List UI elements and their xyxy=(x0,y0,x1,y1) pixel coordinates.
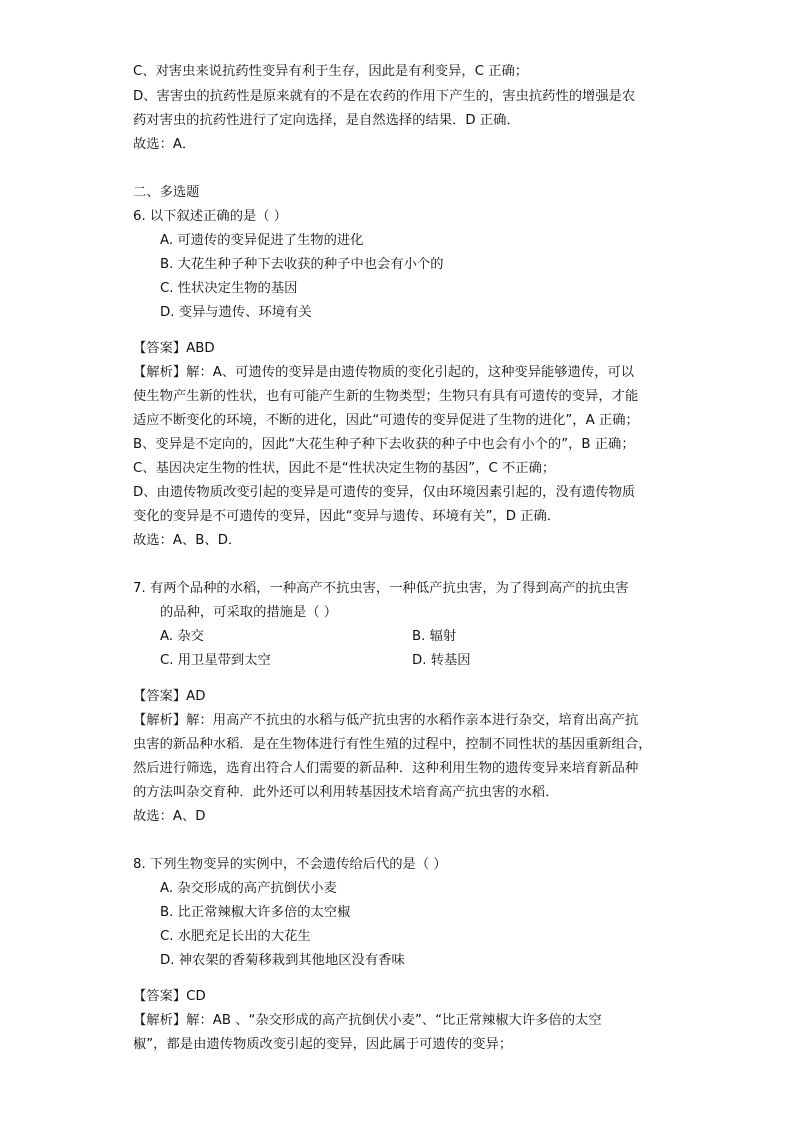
question-6-analysis-line: 【解析】解：A、可遗传的变异是由遗传物质的变化引起的，这种变异能够遗传，可以 xyxy=(133,365,635,380)
question-6-option-d: D. 变异与遗传、环境有关 xyxy=(160,305,312,320)
section-title: 二、多选题 xyxy=(133,185,200,200)
question-7-answer: 【答案】AD xyxy=(133,689,206,704)
question-7-option-c: C. 用卫星带到太空 xyxy=(160,653,271,668)
question-8-option-a: A. 杂交形成的高产抗倒伏小麦 xyxy=(160,881,337,896)
question-6-option-c: C. 性状决定生物的基因 xyxy=(160,281,298,296)
prev-analysis-line-d1: D、害害虫的抗药性是原来就有的不是在农药的作用下产生的，害虫抗药性的增强是农 xyxy=(133,89,636,104)
question-7-analysis-line: 【解析】解：用高产不抗虫的水稻与低产抗虫害的水稻作亲本进行杂交，培育出高产抗 xyxy=(133,713,639,728)
question-7-conclusion: 故选：A、D xyxy=(133,809,206,824)
prev-analysis-line-c: C、对害虫来说抗药性变异有利于生存，因此是有利变异，C 正确； xyxy=(133,64,529,79)
question-7-stem: 7. 有两个品种的水稻，一种高产不抗虫害，一种低产抗虫害，为了得到高产的抗虫害 xyxy=(133,581,629,596)
question-6-conclusion: 故选：A、B、D． xyxy=(133,533,242,548)
question-7-option-b: B. 辐射 xyxy=(412,629,457,644)
question-6-analysis-line: C、基因决定生物的性状，因此不是“性状决定生物的基因”，C 不正确； xyxy=(133,461,556,476)
question-6-analysis-line: B、变异是不定向的，因此“大花生种子种下去收获的种子中也会有小个的”，B 正确； xyxy=(133,437,635,452)
question-7-analysis-line: 虫害的新品种水稻．是在生物体进行有性生殖的过程中，控制不同性状的基因重新组合， xyxy=(133,737,652,752)
question-6-analysis-line: 变化的变异是不可遗传的变异，因此“变异与遗传、环境有关”，D 正确． xyxy=(133,509,561,524)
question-8-analysis-line: 椒”，都是由遗传物质改变引起的变异，因此属于可遗传的变异； xyxy=(133,1037,513,1052)
question-7-option-a: A. 杂交 xyxy=(160,629,204,644)
question-8-answer: 【答案】CD xyxy=(133,989,206,1004)
question-6-analysis-line: 适应不断变化的环境，不断的进化，因此“可遗传的变异促进了生物的进化”，A 正确； xyxy=(133,413,639,428)
question-8-option-c: C. 水肥充足长出的大花生 xyxy=(160,929,311,944)
question-6-stem: 6. 以下叙述正确的是（ ） xyxy=(133,209,288,224)
question-6-analysis-line: 使生物产生新的性状，也有可能产生新的生物类型；生物只有具有可遗传的变异，才能 xyxy=(133,389,639,404)
question-6-analysis-line: D、由遗传物质改变引起的变异是可遗传的变异，仅由环境因素引起的，没有遗传物质 xyxy=(133,485,636,500)
question-6-answer: 【答案】ABD xyxy=(133,341,215,356)
question-7-analysis-line: 的方法叫杂交育种．此外还可以利用转基因技术培育高产抗虫害的水稻． xyxy=(133,785,559,800)
question-7-option-d: D. 转基因 xyxy=(412,653,471,668)
prev-analysis-conclusion: 故选：A． xyxy=(133,137,196,152)
prev-analysis-line-d2: 药对害虫的抗药性进行了定向选择，是自然选择的结果．D 正确． xyxy=(133,113,520,128)
question-6-option-a: A. 可遗传的变异促进了生物的进化 xyxy=(160,233,364,248)
question-7-stem-continued: 的品种，可采取的措施是（ ） xyxy=(160,605,338,620)
question-8-option-d: D. 神农架的香菊移栽到其他地区没有香味 xyxy=(160,953,405,968)
question-7-analysis-line: 然后进行筛选，选育出符合人们需要的新品种．这种利用生物的遗传变异来培育新品种 xyxy=(133,761,639,776)
question-8-analysis-line: 【解析】解：AB 、“杂交形成的高产抗倒伏小麦”、“比正常辣椒大许多倍的太空 xyxy=(133,1013,602,1028)
question-8-option-b: B. 比正常辣椒大许多倍的太空椒 xyxy=(160,905,351,920)
question-6-option-b: B. 大花生种子种下去收获的种子中也会有小个的 xyxy=(160,257,444,272)
question-8-stem: 8. 下列生物变异的实例中，不会遗传给后代的是（ ） xyxy=(133,857,447,872)
